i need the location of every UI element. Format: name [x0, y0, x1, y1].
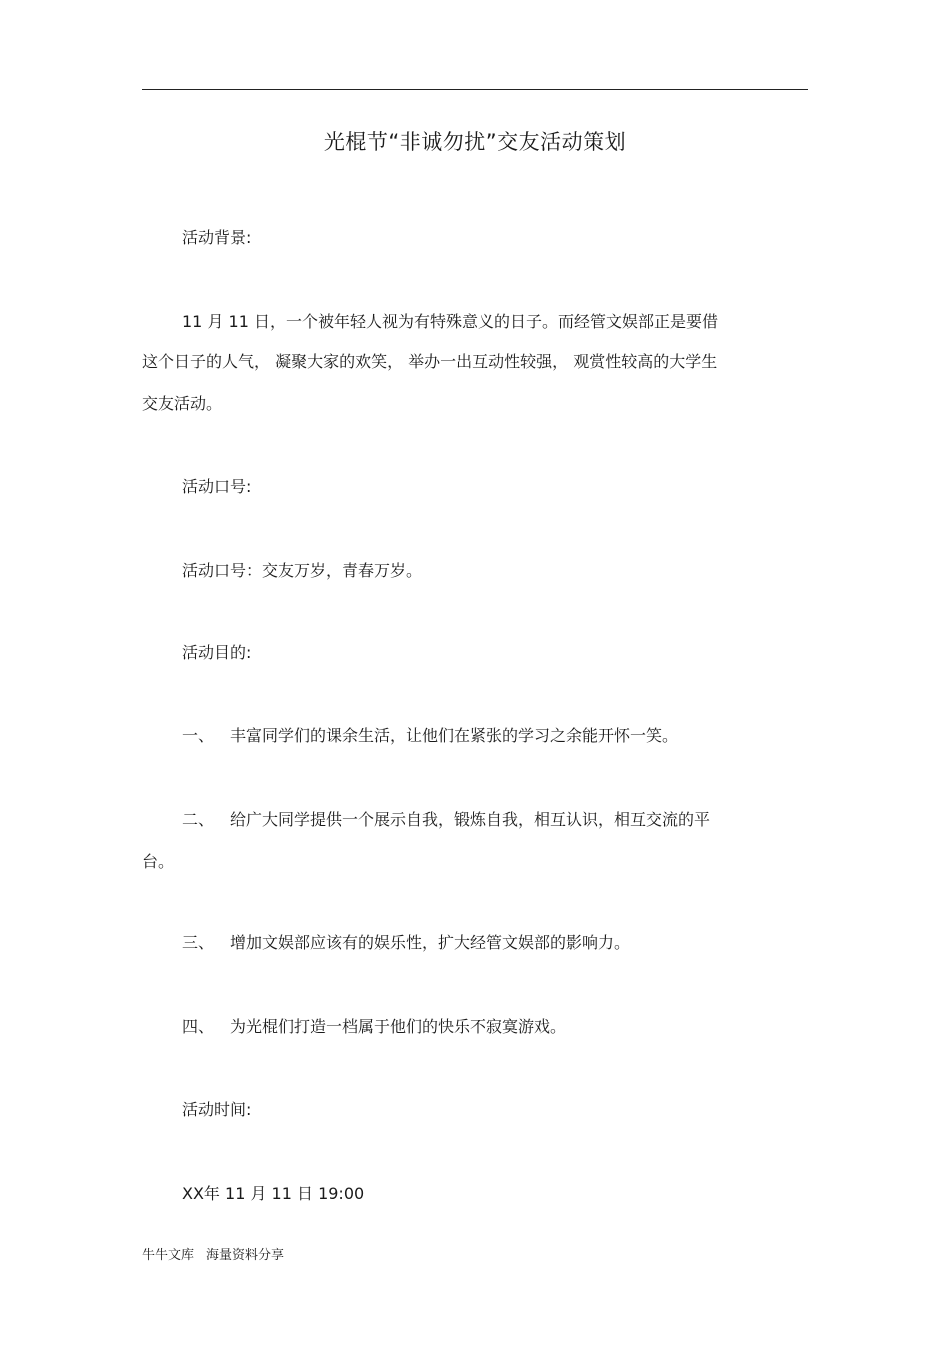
list-number: 二、 — [182, 810, 215, 829]
background-line-3: 交友活动。 — [142, 394, 223, 413]
list-text: 丰富同学们的课余生活，让他们在紧张的学习之余能开怀一笑。 — [230, 726, 679, 745]
list-number: 三、 — [182, 933, 215, 952]
list-text: 为光棍们打造一档属于他们的快乐不寂寞游戏。 — [230, 1017, 567, 1036]
background-line-1: 11 月 11 日，一个被年轻人视为有特殊意义的日子。而经管文娱部正是要借 — [182, 312, 718, 331]
background-heading: 活动背景: — [182, 228, 252, 247]
purpose-item-2 — [142, 800, 848, 840]
purpose-item-3 — [142, 923, 848, 963]
list-number: 四、 — [182, 1017, 215, 1036]
time-heading: 活动时间: — [182, 1100, 252, 1119]
background-line-2: 这个日子的人气， 凝聚大家的欢笑， 举办一出互动性较强， 观赏性较高的大学生 — [142, 352, 718, 371]
list-number: 一、 — [182, 726, 215, 745]
list-text: 给广大同学提供一个展示自我，锻炼自我，相互认识，相互交流的平 — [230, 810, 711, 829]
purpose-item-2-continued: 台。 — [142, 852, 175, 871]
purpose-item-1 — [142, 716, 848, 756]
page-footer — [142, 1246, 284, 1266]
purpose-item-4 — [142, 1007, 848, 1047]
footer-brand: 牛牛文库 — [142, 1248, 195, 1263]
slogan-heading: 活动口号: — [182, 477, 252, 496]
slogan-text: 活动口号：交友万岁，青春万岁。 — [182, 561, 423, 580]
document-title: 光棍节“非诚勿扰”交友活动策划 — [323, 130, 627, 154]
time-text: XX年 11 月 11 日 19:00 — [182, 1184, 365, 1203]
footer-tagline: 海量资料分享 — [206, 1248, 285, 1263]
purpose-heading: 活动目的: — [182, 643, 252, 662]
list-text: 增加文娱部应该有的娱乐性，扩大经管文娱部的影响力。 — [230, 933, 631, 952]
header-rule — [142, 89, 808, 90]
